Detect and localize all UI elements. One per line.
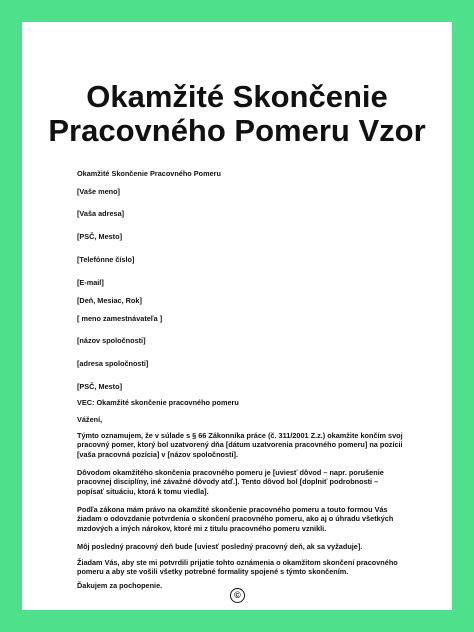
letter-paragraph-4: Môj posledný pracovný deň bude [uviesť posledný pracovný deň, ak sa vyžaduje]. bbox=[77, 542, 363, 551]
sender-email: [E-mail] bbox=[77, 278, 104, 287]
letter-paragraph-5: Žiadam Vás, aby ste mi potvrdili prijatie tohto oznámenia o okamžitom skončení pracovného pomeru a aby ste vošili všetky potrebné formality spojené s týmto skončením. bbox=[77, 558, 398, 577]
company-name: [názov spoločnosti] bbox=[77, 336, 146, 345]
letter-date: [Deň, Mesiac, Rok] bbox=[77, 296, 142, 305]
letter-heading: Okamžité Skončenie Pracovného Pomeru bbox=[77, 169, 221, 178]
company-address: [adresa spoločnosti] bbox=[77, 359, 149, 368]
copyright-icon: © bbox=[230, 588, 245, 603]
letter-paragraph-1: Týmto oznamujem, že v súlade s § 66 Zákonníka práce (č. 311/2001 Z.z.) okamžite končím svoj pracovný pomer, ktorý bol uzatvorený dňa [dátum uzatvorenia pracovného pomeru] na pozícii [vaša pracovná pozícia] v [názov spoločnosti]. bbox=[77, 431, 403, 459]
page-title bbox=[22, 80, 452, 148]
sender-address: [Vaša adresa] bbox=[77, 209, 125, 218]
sender-zip-city: [PSČ, Mesto] bbox=[77, 232, 122, 241]
title-line-1: Okamžité Skončenie bbox=[86, 79, 388, 114]
letter-salutation: Vážení, bbox=[77, 415, 103, 424]
sender-name: [Vaše meno] bbox=[77, 187, 120, 196]
letter-paragraph-3: Podľa zákona mám právo na okamžité skončenie pracovného pomeru a touto formou Vás žiadam o odovzdanie potvrdenia o skončení pracovného pomeru, ako aj o úhradu všetkých mzdových a iných nárokov, ktoré mi z titulu pracovného pomeru vznikli. bbox=[77, 505, 394, 533]
letter-paragraph-2: Dôvodom okamžitého skončenia pracovného pomeru je [uviesť dôvod – napr. porušenie pracovnej disciplíny, iné závažné dôvody atď.]. Tento dôvod bol [doplniť podrobnosti – popísať situáciu, ktorá k tomu viedla]. bbox=[77, 468, 384, 496]
letter-subject: VEC: Okamžité skončenie pracovného pomeru bbox=[77, 398, 239, 407]
title-line-2: Pracovného Pomeru Vzor bbox=[48, 113, 426, 148]
document-page bbox=[22, 22, 452, 610]
employer-name: [ meno zamestnávateľa ] bbox=[77, 314, 163, 323]
company-zip-city: [PSČ, Mesto] bbox=[77, 382, 122, 391]
letter-closing: Ďakujem za pochopenie. bbox=[77, 581, 163, 590]
sender-phone: [Telefónne číslo] bbox=[77, 255, 135, 264]
